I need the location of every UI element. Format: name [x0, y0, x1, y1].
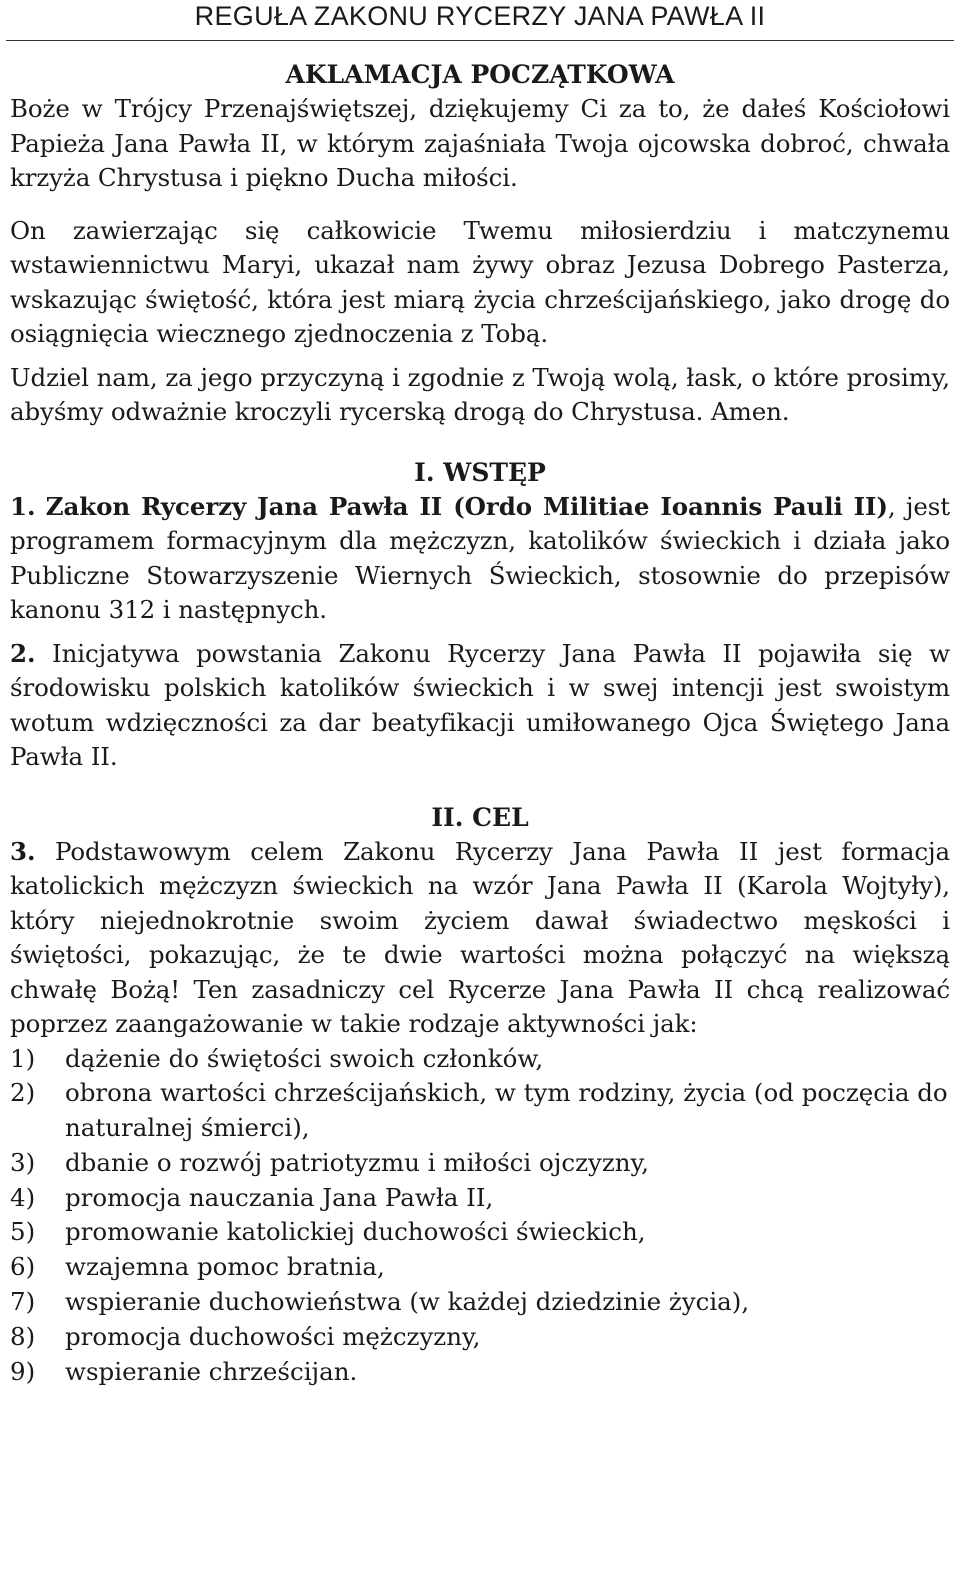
section-2-title: II. CEL: [431, 802, 529, 832]
list-item-number: 5): [10, 1217, 36, 1247]
list-item-number: 8): [10, 1321, 36, 1351]
paragraph-1: [10, 490, 950, 628]
order-name: Zakon Rycerzy Jana Pawła II (Ordo Militiae Ioannis Pauli II): [45, 491, 888, 521]
list-item-number: 7): [10, 1287, 36, 1317]
acclamation-paragraph-2: On zawierzając się całkowicie Twemu miłosierdziu i matczynemu wstawiennictwu Maryi, ukazał nam żywy obraz Jezusa Dobrego Pasterza, wskazując świętość, która jest miarą życia chrześcijańskiego, jako drogę do osiągnięcia wiecznego zjednoczenia z Tobą.: [10, 215, 950, 348]
list-item-text: wspieranie chrześcijan.: [65, 1356, 358, 1386]
paragraph-2: [10, 637, 950, 775]
list-item: [10, 1250, 950, 1285]
list-item: [10, 1285, 950, 1320]
list-item-text: promowanie katolickiej duchowości świeckich,: [65, 1217, 646, 1247]
list-item: [10, 1181, 950, 1216]
list-item: [10, 1042, 950, 1077]
list-item-number: 9): [10, 1356, 36, 1386]
paragraph-3: [10, 835, 950, 1042]
list-item-number: 4): [10, 1182, 36, 1212]
paragraph-3-number: 3.: [10, 836, 36, 866]
list-item: [10, 1076, 950, 1146]
acclamation-paragraph-3: Udziel nam, za jego przyczyną i zgodnie z Twoją wolą, łask, o które prosimy, abyśmy odważnie kroczyli rycerską drogą do Chrystusa. Amen.: [10, 362, 950, 426]
list-item-text: promocja duchowości mężczyzny,: [65, 1321, 481, 1351]
list-item: [10, 1146, 950, 1181]
list-item: [10, 1355, 950, 1390]
list-item-text: dbanie o rozwój patriotyzmu i miłości ojczyzny,: [65, 1147, 649, 1177]
paragraph-2-number: 2.: [10, 638, 36, 668]
running-header: REGUŁA ZAKONU RYCERZY JANA PAWŁA II: [6, 0, 954, 41]
list-item: [10, 1320, 950, 1355]
activities-list: [10, 1042, 950, 1390]
list-item-number: 3): [10, 1147, 36, 1177]
paragraph-1-text: , jest programem formacyjnym dla mężczyzn, katolików świeckich i działa jako Publiczne Stowarzyszenie Wiernych Świeckich, stosownie do przepisów kanonu 312 i następnych.: [10, 491, 950, 624]
section-1-title: I. WSTĘP: [414, 457, 546, 487]
paragraph-1-number: 1.: [10, 491, 36, 521]
list-item-number: 2): [10, 1078, 36, 1108]
list-item-text: promocja nauczania Jana Pawła II,: [65, 1182, 494, 1212]
list-item-number: 1): [10, 1043, 36, 1073]
paragraph-3-text: Podstawowym celem Zakonu Rycerzy Jana Pawła II jest formacja katolickich mężczyzn świeckich na wzór Jana Pawła II (Karola Wojtyły), który niejednokrotnie swoim życiem dawał świadectwo męskości i świętości, pokazując, że te dwie wartości można połączyć na większą chwałę Bożą! Ten zasadniczy cel Rycerze Jana Pawła II chcą realizować poprzez zaangażowanie w takie rodzaje aktywności jak:: [10, 836, 950, 1038]
list-item-text: dążenie do świętości swoich członków,: [65, 1043, 544, 1073]
list-item-text: wspieranie duchowieństwa (w każdej dziedzinie życia),: [65, 1287, 750, 1317]
list-item-number: 6): [10, 1252, 36, 1282]
acclamation-title: AKLAMACJA POCZĄTKOWA: [285, 60, 675, 89]
paragraph-2-text: Inicjatywa powstania Zakonu Rycerzy Jana Pawła II pojawiła się w środowisku polskich katolików świeckich i w swej intencji jest swoistym wotum wdzięczności za dar beatyfikacji umiłowanego Ojca Świętego Jana Pawła II.: [10, 638, 950, 771]
acclamation-paragraph-1: Boże w Trójcy Przenajświętszej, dziękujemy Ci za to, że dałeś Kościołowi Papieża Jana Pawła II, w którym zajaśniała Twoja ojcowska dobroć, chwała krzyża Chrystusa i piękno Ducha miłości.: [10, 94, 950, 192]
list-item-text: wzajemna pomoc bratnia,: [65, 1252, 385, 1282]
list-item: [10, 1215, 950, 1250]
list-item-text: obrona wartości chrześcijańskich, w tym rodziny, życia (od poczęcia do naturalnej śmierci),: [65, 1078, 948, 1143]
